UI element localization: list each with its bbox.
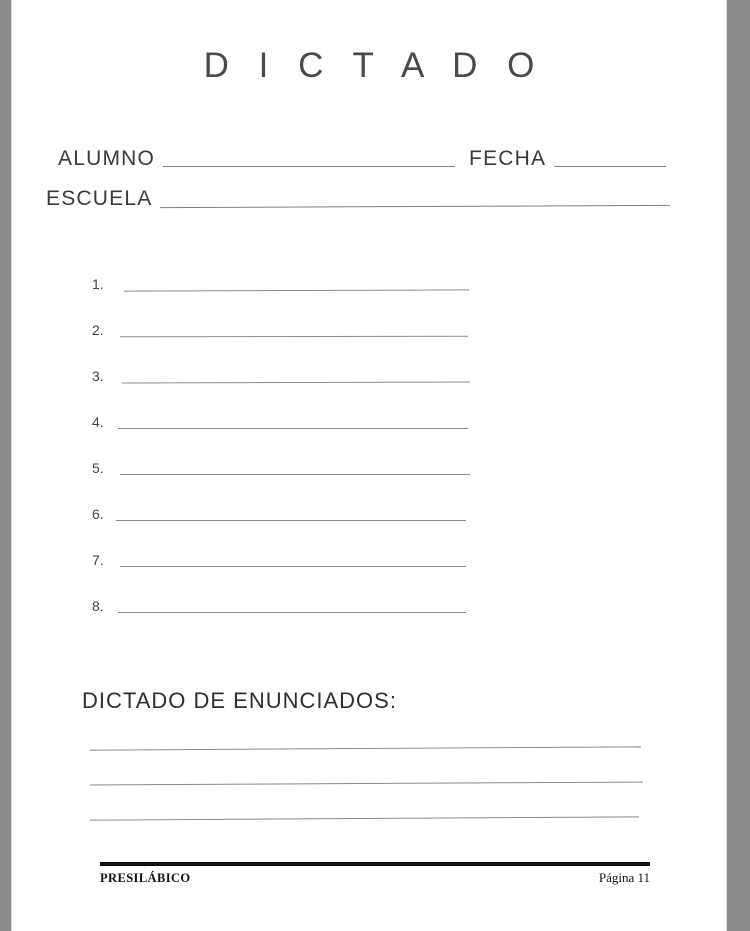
school-field-row xyxy=(46,187,670,211)
page-number: Página 11 xyxy=(598,870,650,885)
worksheet-page xyxy=(12,0,726,931)
list-item-line[interactable] xyxy=(116,520,466,521)
alumno-label: ALUMNO xyxy=(58,147,156,170)
page-footer xyxy=(100,870,650,886)
sentence-line[interactable] xyxy=(90,816,639,820)
list-item-line[interactable] xyxy=(120,336,468,338)
page-title: D I C T A D O xyxy=(203,46,545,85)
list-item-number: 3. xyxy=(92,368,104,384)
section-heading: DICTADO DE ENUNCIADOS: xyxy=(82,688,397,713)
footer-label: PRESILÁBICO xyxy=(100,871,191,885)
sentence-line[interactable] xyxy=(90,782,643,786)
list-item xyxy=(92,314,492,360)
list-item xyxy=(92,268,492,314)
list-item-number: 1. xyxy=(92,276,104,292)
list-item xyxy=(92,452,492,498)
list-item-line[interactable] xyxy=(120,474,470,475)
sentence-line[interactable] xyxy=(90,746,641,750)
student-name-field-row xyxy=(58,147,666,171)
list-item-line[interactable] xyxy=(118,428,468,429)
alumno-input-line[interactable] xyxy=(163,166,455,167)
list-item xyxy=(92,360,492,406)
list-item xyxy=(92,498,492,544)
list-item xyxy=(92,406,492,452)
list-item-line[interactable] xyxy=(124,289,469,291)
dictation-word-list xyxy=(92,268,492,636)
sentence-answer-lines xyxy=(90,748,650,819)
list-item-line[interactable] xyxy=(118,612,466,613)
list-item-number: 8. xyxy=(92,598,104,614)
list-item-number: 7. xyxy=(92,552,104,568)
list-item-number: 2. xyxy=(92,322,104,338)
fecha-input-line[interactable] xyxy=(554,166,666,167)
list-item xyxy=(92,590,492,636)
footer-divider xyxy=(100,862,650,866)
escuela-label: ESCUELA xyxy=(46,187,153,210)
list-item-line[interactable] xyxy=(120,566,466,567)
list-item-number: 6. xyxy=(92,506,104,522)
list-item xyxy=(92,544,492,590)
fecha-label: FECHA xyxy=(469,147,547,170)
list-item-number: 5. xyxy=(92,460,104,476)
list-item-line[interactable] xyxy=(122,382,470,384)
escuela-input-line[interactable] xyxy=(160,205,670,208)
list-item-number: 4. xyxy=(92,414,104,430)
